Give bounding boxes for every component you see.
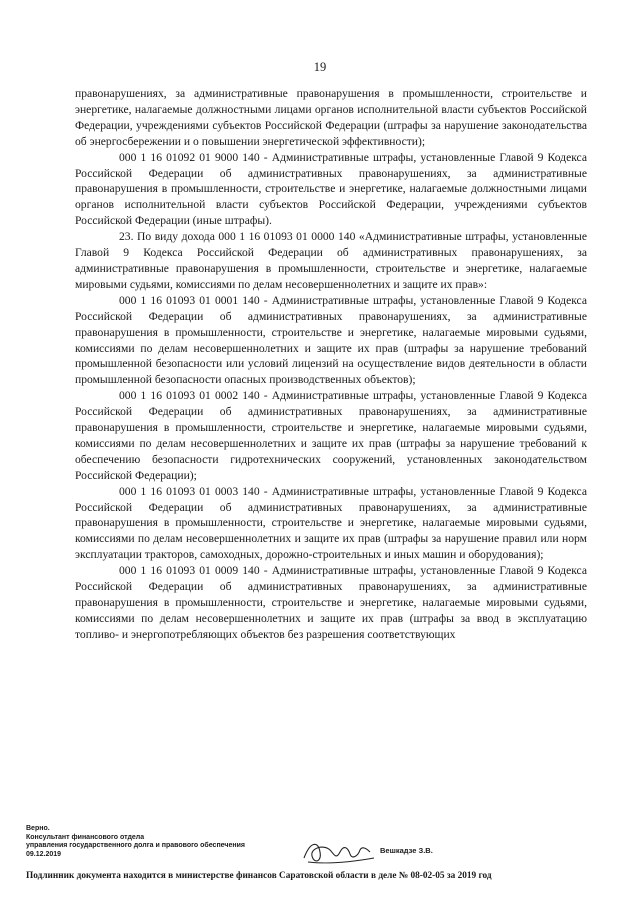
paragraph: 000 1 16 01093 01 0009 140 - Административные штрафы, установленные Главой 9 Кодекса Российской Федерации об административных правонарушениях, за административные правонарушения в промышленности, строительстве и энергетике, налагаемые мировыми судьями, комиссиями по делам несовершеннолетних и защите их прав (штрафы за ввод в эксплуатацию топливо- и энергопотребляющих объектов без разрешения соответствующих (75, 564, 587, 641)
signer-name: Вешкадзе З.В. (380, 846, 433, 855)
paragraph: 000 1 16 01093 01 0003 140 - Административные штрафы, установленные Главой 9 Кодекса Российской Федерации об административных правонарушениях, за административные правонарушения в промышленности, строительстве и энергетике, налагаемые мировыми судьями, комиссиями по делам несовершеннолетних и защите их прав (штрафы за нарушение правил или норм эксплуатации тракторов, самоходных, дорожно-строительных и иных машин и оборудования); (75, 484, 587, 562)
document-body (75, 86, 587, 643)
paragraph: правонарушениях, за административные правонарушения в промышленности, строительстве и энергетике, налагаемые должностными лицами органов исполнительной власти субъектов Российской Федерации, учреждениями субъектов Российской Федерации (штрафы за нарушение законодательства об энергосбережении и о повышении энергетической эффективности); (75, 87, 587, 148)
paragraph: 000 1 16 01093 01 0002 140 - Административные штрафы, установленные Главой 9 Кодекса Российской Федерации об административных правонарушениях, за административные правонарушения в промышленности, строительстве и энергетике, налагаемые мировыми судьями, комиссиями по делам несовершеннолетних и защите их прав (штрафы за нарушение требований к обеспечению безопасности гидротехнических сооружений, установленных законодательством Российской Федерации); (75, 389, 587, 482)
handwritten-signature (300, 834, 380, 868)
certification-line: Консультант финансового отдела (26, 833, 145, 841)
paragraph: 000 1 16 01093 01 0001 140 - Административные штрафы, установленные Главой 9 Кодекса Российской Федерации об административных правонарушениях, за административные правонарушения в промышленности, строительстве и энергетике, налагаемые мировыми судьями, комиссиями по делам несовершеннолетних и защите их прав (штрафы за нарушение требований промышленной безопасности или условий лицензий на осуществление видов деятельности в области промышленной безопасности опасных производственных объектов); (75, 293, 587, 387)
certification-block (26, 825, 245, 859)
certification-line: Верно. (26, 825, 50, 832)
page-number: 19 (313, 60, 327, 74)
original-location-note: Подлинник документа находится в министерстве финансов Саратовской области в деле № 08-02-05 за 2019 год (26, 871, 492, 881)
certification-line: управления государственного долга и правового обеспечения (26, 842, 245, 850)
certification-date: 09.12.2019 (26, 850, 62, 858)
paragraph: 000 1 16 01092 01 9000 140 - Административные штрафы, установленные Главой 9 Кодекса Российской Федерации об административных правонарушениях, за административные правонарушения в промышленности, строительстве и энергетике, налагаемые должностными лицами органов исполнительной власти субъектов Российской Федерации, учреждениями субъектов Российской Федерации (иные штрафы). (75, 150, 587, 228)
paragraph: 23. По виду дохода 000 1 16 01093 01 0000 140 «Административные штрафы, установленные Главой 9 Кодекса Российской Федерации об административных правонарушениях, за административные правонарушения в промышленности, строительстве и энергетике, налагаемые мировыми судьями, комиссиями по делам несовершеннолетних и защите их прав»: (75, 230, 587, 291)
